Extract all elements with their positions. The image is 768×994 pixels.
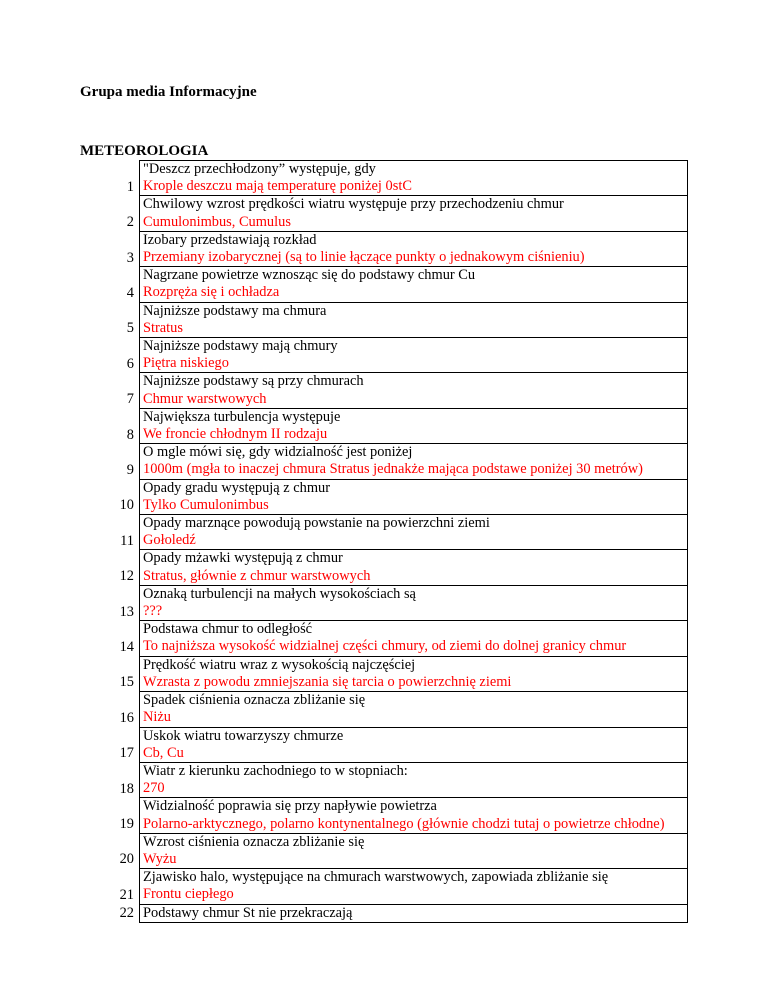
- table-row: [80, 479, 688, 514]
- table-row: [80, 373, 688, 408]
- question-text: "Deszcz przechłodzony” występuje, gdy: [143, 161, 376, 177]
- table-row: [80, 338, 688, 373]
- row-number: 14: [119, 638, 134, 655]
- question-text: Wzrost ciśnienia oznacza zbliżanie się: [143, 833, 365, 850]
- qa-cell: [140, 196, 688, 231]
- qa-cell: [140, 444, 688, 479]
- questions-table: [80, 160, 688, 923]
- question-text: Widzialność poprawia się przy napływie powietrza: [143, 798, 437, 815]
- row-number: 21: [119, 886, 134, 903]
- qa-cell: [140, 656, 688, 691]
- row-number: 11: [120, 532, 134, 549]
- table-row: [80, 798, 688, 833]
- question-text: O mgle mówi się, gdy widzialność jest poniżej: [143, 444, 413, 461]
- answer-text: Wyżu: [143, 850, 177, 867]
- table-row: [80, 869, 688, 904]
- answer-text: Cb, Cu: [143, 744, 184, 761]
- question-text: Opady gradu występują z chmur: [143, 479, 331, 496]
- table-row: [80, 550, 688, 585]
- question-text: Opady marznące powodują powstanie na powierzchni ziemi: [143, 515, 490, 532]
- qa-cell: [140, 550, 688, 585]
- answer-text: 1000m (mgła to inaczej chmura Stratus jednakże mająca podstawe poniżej 30 metrów): [143, 461, 643, 478]
- qa-cell: [140, 515, 688, 550]
- qa-cell: [140, 267, 688, 302]
- row-number: 8: [126, 426, 134, 443]
- table-row: [80, 692, 688, 727]
- qa-cell: [140, 302, 688, 337]
- table-row: [80, 727, 688, 762]
- answer-text: Stratus: [143, 319, 183, 336]
- qa-cell: [140, 727, 688, 762]
- answer-text: Cumulonimbus, Cumulus: [143, 213, 291, 230]
- row-number: 12: [119, 568, 134, 585]
- qa-cell: [140, 231, 688, 266]
- row-number: 20: [119, 851, 134, 868]
- table-row: [80, 621, 688, 656]
- qa-cell: [140, 798, 688, 833]
- table-row: [80, 196, 688, 231]
- question-text: Podstawy chmur St nie przekraczają: [143, 904, 353, 921]
- answer-text: Przemiany izobarycznej (są to linie łączące punkty o jednakowym ciśnieniu): [143, 249, 585, 266]
- answer-text: Chmur warstwowych: [143, 390, 267, 407]
- qa-cell: [140, 161, 688, 196]
- answer-text: Wzrasta z powodu zmniejszania się tarcia o powierzchnię ziemi: [143, 673, 512, 690]
- question-text: Wiatr z kierunku zachodniego to w stopniach:: [143, 762, 408, 779]
- table-row: [80, 515, 688, 550]
- row-number: 19: [119, 816, 134, 833]
- row-number: 10: [119, 497, 134, 514]
- answer-text: Rozpręża się i ochładza: [143, 284, 280, 301]
- qa-cell: [140, 869, 688, 904]
- question-text: Największa turbulencja występuje: [143, 408, 341, 425]
- answer-text: Tylko Cumulonimbus: [143, 496, 269, 513]
- qa-cell: [140, 762, 688, 797]
- question-text: Uskok wiatru towarzyszy chmurze: [143, 727, 344, 744]
- row-number: 22: [119, 905, 134, 922]
- row-number: 15: [119, 674, 134, 691]
- table-row: [80, 585, 688, 620]
- qa-cell: [140, 621, 688, 656]
- question-text: Prędkość wiatru wraz z wysokością najczęściej: [143, 656, 416, 673]
- qa-cell: [140, 585, 688, 620]
- answer-text: Frontu ciepłego: [143, 886, 234, 903]
- row-number: 18: [119, 780, 134, 797]
- row-number: 17: [119, 745, 134, 762]
- answer-text: Gołoledź: [143, 532, 196, 549]
- group-title: Grupa media Informacyjne: [80, 84, 257, 100]
- table-row: [80, 302, 688, 337]
- questions-table-body: [80, 161, 688, 923]
- table-row: [80, 161, 688, 196]
- row-number: 5: [126, 320, 134, 337]
- question-text: Najniższe podstawy mają chmury: [143, 338, 338, 355]
- answer-text: Krople deszczu mają temperaturę poniżej 0stC: [143, 178, 412, 195]
- row-number: 2: [126, 214, 134, 231]
- row-number: 6: [126, 355, 134, 372]
- question-text: Spadek ciśnienia oznacza zbliżanie się: [143, 692, 366, 709]
- table-row: [80, 267, 688, 302]
- row-number: 1: [126, 178, 134, 195]
- answer-text: Niżu: [143, 709, 171, 726]
- answer-text: 270: [143, 780, 165, 797]
- row-number: 3: [126, 249, 134, 266]
- question-text: Opady mżawki występują z chmur: [143, 550, 343, 567]
- question-text: Oznaką turbulencji na małych wysokościach są: [143, 585, 416, 602]
- answer-text: To najniższa wysokość widzialnej części chmury, od ziemi do dolnej granicy chmur: [143, 638, 627, 655]
- question-text: Podstawa chmur to odległość: [143, 621, 313, 638]
- qa-cell: [140, 692, 688, 727]
- answer-text: Polarno-arktycznego, polarno kontynentalnego (głównie chodzi tutaj o powietrze chłodne): [143, 815, 665, 832]
- table-row: [80, 656, 688, 691]
- qa-cell: [140, 408, 688, 443]
- question-text: Najniższe podstawy są przy chmurach: [143, 373, 364, 390]
- table-row: [80, 904, 688, 922]
- answer-text: ???: [143, 603, 163, 620]
- qa-cell: [140, 904, 688, 922]
- question-text: Chwilowy wzrost prędkości wiatru występuje przy przechodzeniu chmur: [143, 196, 564, 213]
- row-number: 7: [126, 391, 134, 408]
- qa-cell: [140, 833, 688, 868]
- row-number: 4: [126, 284, 134, 301]
- row-number: 9: [126, 461, 134, 478]
- answer-text: Stratus, głównie z chmur warstwowych: [143, 567, 371, 584]
- qa-cell: [140, 373, 688, 408]
- answer-text: We froncie chłodnym II rodzaju: [143, 426, 328, 443]
- table-row: [80, 408, 688, 443]
- table-row: [80, 833, 688, 868]
- table-row: [80, 444, 688, 479]
- question-text: Najniższe podstawy ma chmura: [143, 302, 327, 319]
- row-number: 13: [119, 603, 134, 620]
- question-text: Izobary przedstawiają rozkład: [143, 231, 317, 248]
- row-number: 16: [119, 709, 134, 726]
- section-title: METEOROLOGIA: [80, 143, 209, 159]
- qa-cell: [140, 479, 688, 514]
- question-text: Nagrzane powietrze wznosząc się do podstawy chmur Cu: [143, 267, 476, 284]
- qa-cell: [140, 338, 688, 373]
- answer-text: Piętra niskiego: [143, 355, 229, 372]
- table-row: [80, 762, 688, 797]
- table-row: [80, 231, 688, 266]
- question-text: Zjawisko halo, występujące na chmurach warstwowych, zapowiada zbliżanie się: [143, 869, 609, 886]
